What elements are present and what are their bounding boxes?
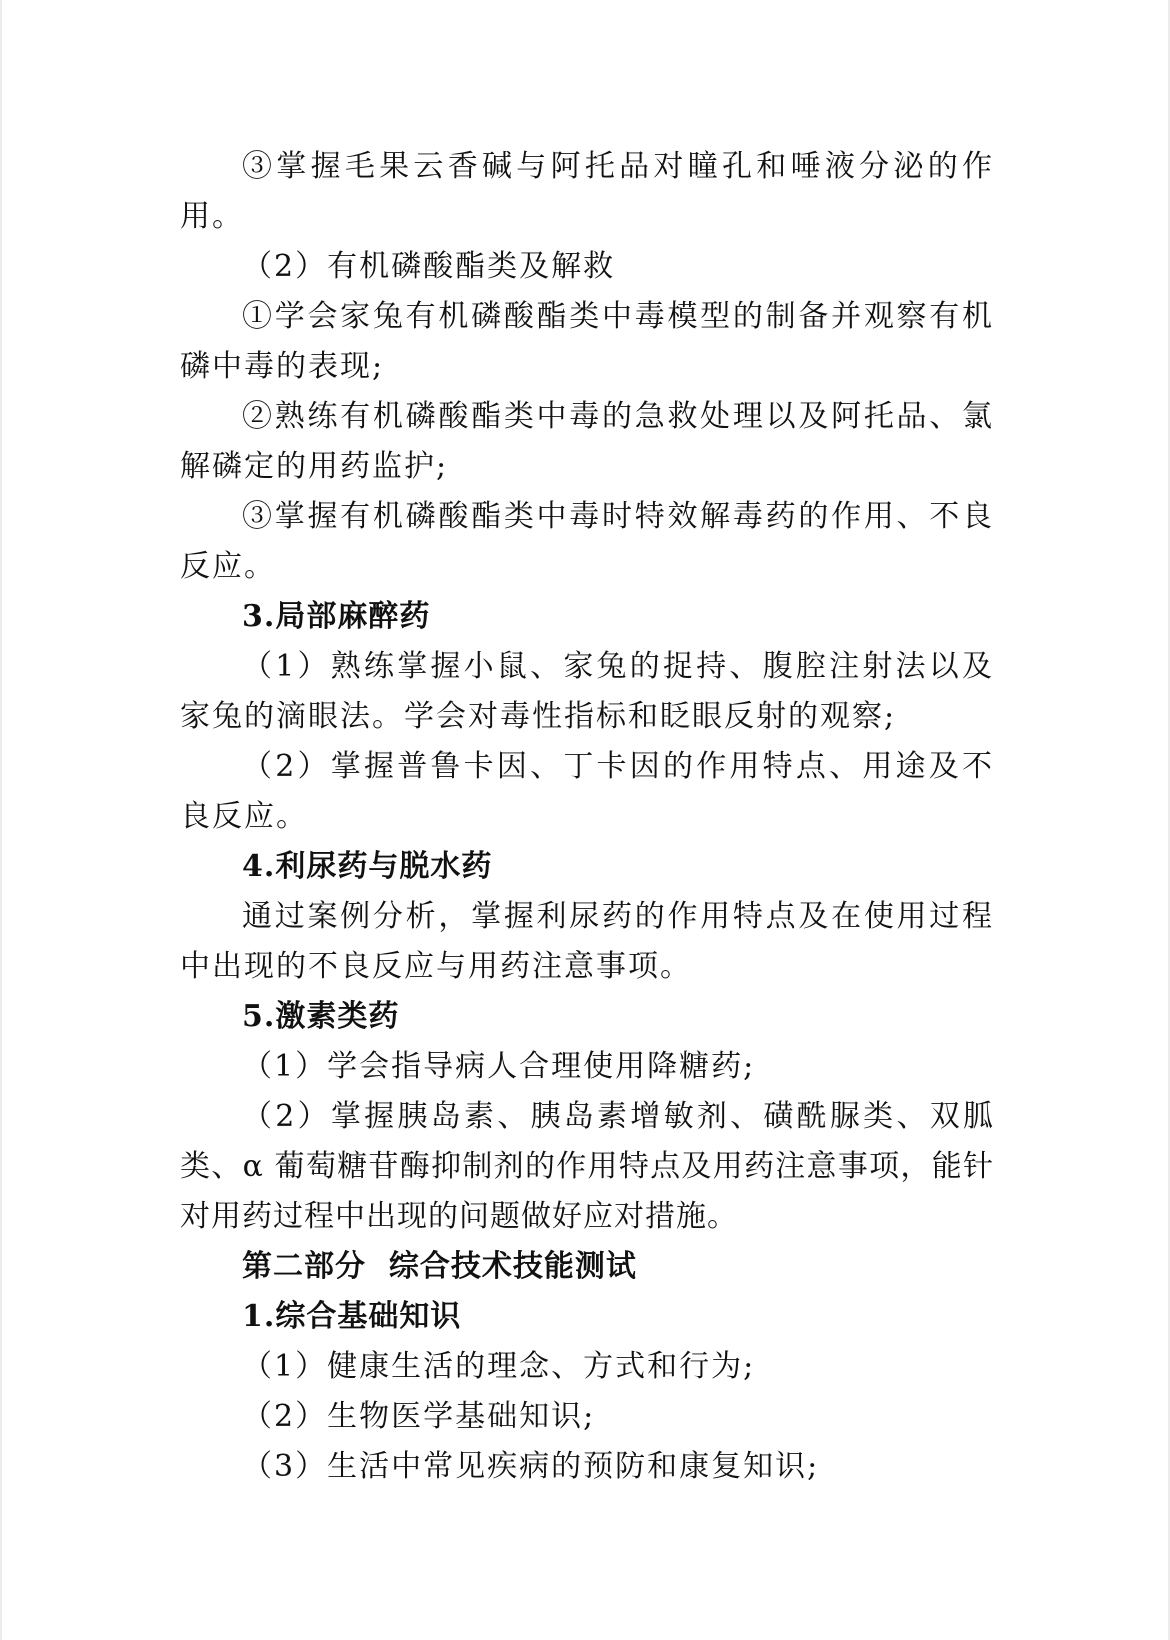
document-page — [2, 0, 1168, 1640]
paragraph: （2）掌握普鲁卡因、丁卡因的作用特点、用途及不良反应。 — [180, 749, 994, 834]
paragraph: 通过案例分析，掌握利尿药的作用特点及在使用过程中出现的不良反应与用药注意事项。 — [180, 899, 994, 984]
paragraph: （1）学会指导病人合理使用降糖药; — [242, 1049, 756, 1084]
paragraph: ③掌握毛果云香碱与阿托品对瞳孔和唾液分泌的作用。 — [180, 149, 994, 234]
paragraph: ①学会家兔有机磷酸酯类中毒模型的制备并观察有机磷中毒的表现; — [180, 299, 994, 384]
paragraph: （2）掌握胰岛素、胰岛素增敏剂、磺酰脲类、双胍类、α 葡萄糖苷酶抑制剂的作用特点及用药注意事项，能针对用药过程中出现的问题做好应对措施。 — [180, 1099, 994, 1234]
paragraph: （2）有机磷酸酯类及解救 — [242, 249, 616, 284]
paragraph: （1）健康生活的理念、方式和行为; — [242, 1349, 756, 1384]
part-heading: 第二部分 综合技术技能测试 — [242, 1249, 637, 1284]
paragraph: （2）生物医学基础知识; — [242, 1399, 596, 1434]
section-heading: 3.局部麻醉药 — [242, 599, 431, 634]
paragraph: （3）生活中常见疾病的预防和康复知识; — [242, 1449, 820, 1484]
paragraph: ③掌握有机磷酸酯类中毒时特效解毒药的作用、不良反应。 — [180, 499, 994, 584]
paragraph: ②熟练有机磷酸酯类中毒的急救处理以及阿托品、氯解磷定的用药监护; — [180, 399, 994, 484]
section-heading: 4.利尿药与脱水药 — [242, 849, 493, 884]
document-body — [180, 142, 994, 1492]
section-heading: 1.综合基础知识 — [242, 1299, 462, 1334]
paragraph: （1）熟练掌握小鼠、家兔的捉持、腹腔注射法以及家兔的滴眼法。学会对毒性指标和眨眼反射的观察; — [180, 649, 994, 734]
section-heading: 5.激素类药 — [242, 999, 400, 1034]
